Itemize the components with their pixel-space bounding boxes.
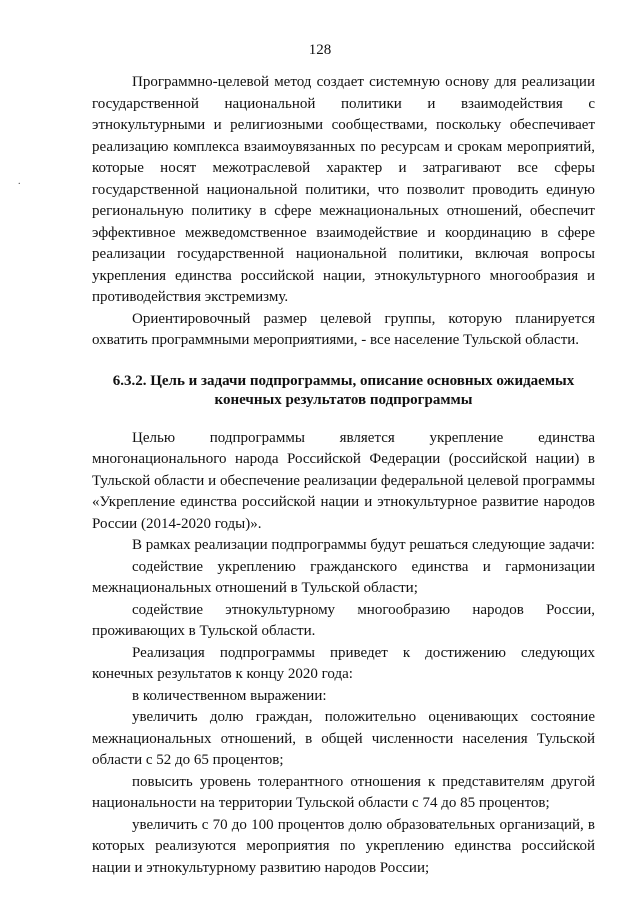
page-number: 128: [308, 42, 332, 58]
paragraph-program-method: Программно-целевой метод создает системную основу для реализации государственной национальной политики и взаимодействия с этнокультурными и религиозными сообществами, поскольку обеспечивает реализацию комплекса взаимоувязанных по ресурсам и срокам мероприятий, которые носят межотраслевой характер и затрагивают все сферы государственной национальной политики, что позволит проводить единую региональную политику в сфере межнациональных отношений, обеспечит эффективное межведомственное взаимодействие и координацию в сфере реализации государственной национальной политики, включая вопросы укрепления единства российской нации, этнокультурного многообразия и противодействия экстремизму.: [92, 74, 595, 305]
paragraph-task-2: содействие этнокультурному многообразию народов России, проживающих в Тульской области.: [92, 601, 595, 639]
paragraph-results-intro: Реализация подпрограммы приведет к достижению следующих конечных результатов к концу 2020 года:: [92, 644, 595, 682]
paragraph-tasks-intro: В рамках реализации подпрограммы будут решаться следующие задачи:: [132, 537, 595, 553]
paragraph-result-3: увеличить с 70 до 100 процентов долю образовательных организаций, в которых реализуются мероприятия по укреплению единства российской нации и этнокультурному развитию народов России;: [92, 816, 595, 876]
paragraph-goal: Целью подпрограммы является укрепление единства многонационального народа Российской Федерации (российской нации) в Тульской области и обеспечение реализации федеральной целевой программы «Укрепление единства российской нации и этнокультурное развитие народов России (2014-2020 годы)».: [92, 429, 595, 532]
section-heading: 6.3.2. Цель и задачи подпрограммы, описание основных ожидаемых конечных результатов подпрограммы: [112, 372, 575, 408]
paragraph-quantitative: в количественном выражении:: [132, 687, 327, 704]
paragraph-target-group: Ориентировочный размер целевой группы, которую планируется охватить программными мероприятиями, - все население Тульской области.: [92, 310, 595, 348]
paragraph-result-2: повысить уровень толерантного отношения к представителям другой национальности на территории Тульской области с 74 до 85 процентов;: [92, 773, 595, 811]
document-body: [92, 72, 595, 879]
paragraph-result-1: увеличить долю граждан, положительно оценивающих состояние межнациональных отношений, в общей численности населения Тульской области с 52 до 65 процентов;: [92, 709, 595, 768]
paragraph-task-1: содействие укреплению гражданского единства и гармонизации межнациональных отношений в Тульской области;: [92, 558, 595, 596]
margin-mark: .: [18, 176, 21, 187]
